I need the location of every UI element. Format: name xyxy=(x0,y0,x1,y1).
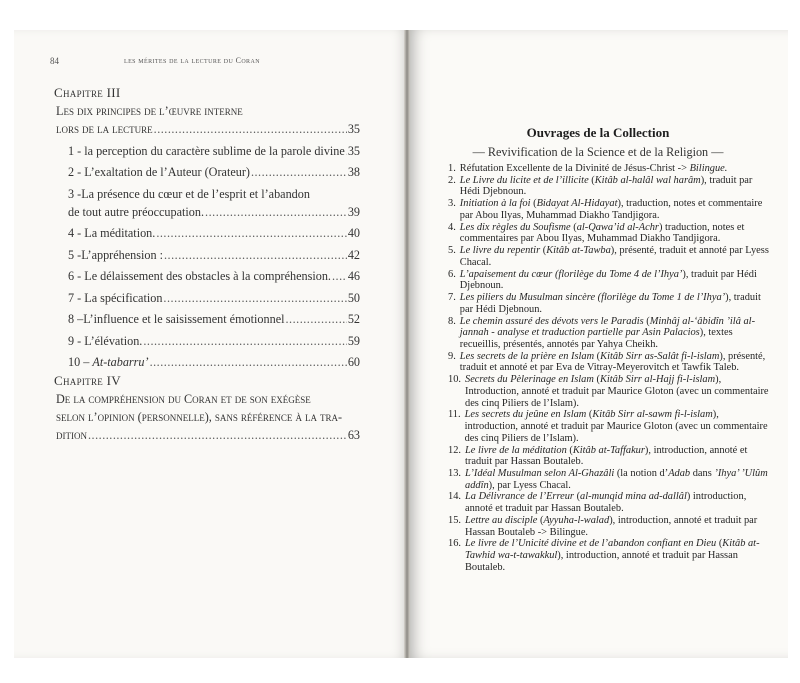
toc-entry-label: 4 - La méditation. xyxy=(68,226,156,240)
list-item-plain: ) introduction, annoté et traduit par Hassan Boutaleb. xyxy=(465,491,747,515)
toc-entry xyxy=(68,246,360,264)
list-item-italic: Kitâb Sirr as-Salât fi-l-islam xyxy=(600,350,720,362)
toc-entry-page: 40 xyxy=(347,226,360,240)
running-head: les mérites de la lecture du Coran xyxy=(124,56,260,65)
leader-dots xyxy=(164,246,347,264)
toc-entry-page: 60 xyxy=(347,355,360,369)
list-item-text xyxy=(465,409,773,444)
toc-entry-page: 52 xyxy=(347,312,360,326)
list-item-number: 9. xyxy=(448,350,456,362)
list-item-italic: Les dix règles du Soufisme xyxy=(459,221,571,233)
chapter-4-heading-line2: selon l’opinion (personnelle), sans référence à la tra- xyxy=(56,410,343,424)
list-item-number: 14. xyxy=(448,491,461,503)
list-item-plain: ), traduction, notes et commentaire par Abou Ilyas, Muhammad Diakho Tandjigora. xyxy=(459,198,763,221)
chapter-3-title: Chapitre III xyxy=(54,85,121,100)
list-item-plain: ( xyxy=(537,514,544,526)
chapter-4-heading-line3: dition xyxy=(56,428,87,442)
list-item xyxy=(448,198,773,221)
leader-dots xyxy=(154,120,347,138)
list-item xyxy=(448,163,773,175)
toc-entry xyxy=(68,289,360,307)
list-item xyxy=(448,222,773,245)
list-item-italic: Initiation à la foi xyxy=(459,198,531,210)
list-item xyxy=(448,445,773,468)
toc-entry-label xyxy=(68,353,149,371)
list-item-plain: ), traduit par Hédi Djebnoun. xyxy=(459,292,761,315)
list-item-plain: ), Introduction, annoté et traduit par Maurice Gloton (avec un commentaire des cinq Piliers de l’Islam). xyxy=(465,374,769,409)
list-item-number: 8. xyxy=(448,315,456,327)
list-item-number: 13. xyxy=(448,468,461,479)
list-item-plain: ( xyxy=(586,409,593,421)
toc-entry xyxy=(68,163,360,181)
chapter-3-heading-line2: lors de la lecture xyxy=(56,122,153,136)
toc-entry-label: 8 –L’influence et le saisissement émotionnel xyxy=(68,312,285,326)
collection-title: Ouvrages de la Collection xyxy=(526,125,670,140)
list-item-italic: Lettre au disciple xyxy=(465,514,538,526)
toc-entry-label: 5 -L’appréhension : xyxy=(68,247,163,262)
list-item-text xyxy=(460,269,773,292)
list-item-italic: Kitâb Sirr al-Hajj fi-l-islam xyxy=(599,374,716,386)
leader-dots xyxy=(332,267,347,285)
toc-entry-page: 38 xyxy=(347,165,360,179)
toc-entry-label: 6 - Le délaissement des obstacles à la compréhension. xyxy=(68,269,331,283)
toc-entry-label: 3 -La présence du cœur et de l’esprit et l’abandon xyxy=(68,186,310,201)
list-item-text xyxy=(465,515,773,538)
list-item-text xyxy=(460,198,773,221)
list-item xyxy=(448,409,773,444)
leader-dots xyxy=(163,289,346,307)
list-item-plain: ), par Lyess Chacal. xyxy=(488,479,571,491)
list-item-text xyxy=(460,316,773,351)
list-item-text xyxy=(460,222,773,245)
list-item-number: 6. xyxy=(448,268,456,280)
list-item-plain: dans xyxy=(690,468,715,479)
chapter-3-page: 35 xyxy=(347,122,360,136)
chapter-3-heading: Les dix principes de l’œuvre interne xyxy=(56,104,243,118)
list-item-italic: Ayyuha-l-walad xyxy=(543,514,610,526)
toc-entry-label: 9 - L’élévation. xyxy=(68,333,143,348)
list-item-plain: ), introduction, annoté et traduit par Hassan Boutaleb. xyxy=(465,550,738,573)
list-item-plain: (la notion d’ xyxy=(614,468,669,479)
list-item-number: 5. xyxy=(448,245,456,257)
list-item-plain: ( xyxy=(593,374,600,386)
toc-entry-page: 46 xyxy=(347,269,360,283)
list-item-plain: ( xyxy=(540,245,547,257)
chapter-4-heading-row xyxy=(56,426,360,444)
toc-entry-page: 42 xyxy=(347,247,360,262)
list-item-plain: ), présenté, traduit et annoté et par Eva de Vitray-Meyerovitch et Tawfik Taleb. xyxy=(459,350,766,374)
list-item-number: 4. xyxy=(448,221,456,233)
toc-entry xyxy=(68,310,360,328)
list-item-number: 10. xyxy=(448,374,461,386)
leader-dots xyxy=(286,310,347,328)
list-item-italic: Kitâb Sirr al-sawm fi-l-islam xyxy=(592,409,713,421)
list-item-italic: Le livre de la méditation xyxy=(465,444,567,456)
list-item xyxy=(448,316,773,351)
table-of-contents xyxy=(54,84,360,444)
list-item-plain: ) traduction, notes et commentaires par Abou Ilyas, Muhammad Diakho Tandjigora. xyxy=(459,221,745,245)
list-item-plain: ( xyxy=(573,491,581,503)
toc-entry-label: 2 - L’exaltation de l’Auteur (Orateur) xyxy=(68,165,250,179)
list-item-italic: L’Idéal Musulman selon Al-Ghazâli xyxy=(465,468,615,479)
toc-entry xyxy=(68,332,360,350)
list-item-number: 15. xyxy=(448,514,461,526)
toc-entry-label: 1 - la perception du caractère sublime de la parole divine xyxy=(68,143,345,158)
list-item-number: 12. xyxy=(448,444,461,456)
list-item-text xyxy=(465,491,773,514)
collection-subtitle: — Revivification de la Science et de la Religion — xyxy=(472,145,724,159)
list-item xyxy=(448,374,773,409)
list-item-plain: ), introduction, annoté et traduit par Hassan Boutaleb. xyxy=(465,444,748,468)
list-item-plain: ( xyxy=(588,174,595,186)
list-item-number: 3. xyxy=(448,198,456,210)
toc-entry-page: 35 xyxy=(347,143,360,158)
list-item-italic: Bidayat Al-Hidayat xyxy=(536,198,618,210)
list-item-plain: ( xyxy=(716,538,723,550)
leader-dots xyxy=(88,426,347,444)
list-item-plain: ( xyxy=(566,444,573,456)
list-item-number: 1. xyxy=(448,163,456,174)
list-item-italic: Les secrets du jeûne en Islam xyxy=(464,409,587,421)
toc-entry xyxy=(68,224,360,242)
list-item xyxy=(448,175,773,198)
list-item-italic: al-Qawa’id al-Achr xyxy=(576,221,659,233)
list-item xyxy=(448,292,773,315)
works-list xyxy=(448,163,773,574)
chapter-4-page: 63 xyxy=(347,428,360,442)
list-item-plain: ), introduction, annoté et traduit par Maurice Gloton (avec un commentaire des cinq Piliers de l’Islam). xyxy=(464,409,768,444)
list-item-text xyxy=(460,351,773,374)
leader-dots xyxy=(150,353,347,371)
list-item-number: 2. xyxy=(448,174,456,186)
list-item xyxy=(448,269,773,292)
leader-dots xyxy=(143,332,346,350)
toc-entry-number: 10 – xyxy=(68,355,90,369)
list-item-italic: Le Livre du licite et de l’illicite xyxy=(459,174,589,186)
list-item-italic: al-munqid mina ad-dallâl xyxy=(580,491,687,503)
list-item-text xyxy=(460,175,773,198)
list-item-plain: ), traduit par Hédi Djebnoun. xyxy=(459,174,753,198)
list-item-text xyxy=(465,374,773,409)
list-item-text xyxy=(460,245,773,268)
list-item-text xyxy=(465,445,773,468)
list-item xyxy=(448,538,773,573)
list-item-italic: Les piliers du Musulman sincère (florilège du Tome 1 de l’Ihya’ xyxy=(459,292,726,304)
leader-dots xyxy=(251,163,347,181)
list-item-italic: Le chemin assuré des dévots vers le Paradis xyxy=(459,315,644,327)
chapter-4-heading-line1: De la compréhension du Coran et de son exégèse xyxy=(56,392,311,406)
list-item-number: 7. xyxy=(448,292,456,304)
list-item-italic: Le livre de l’Unicité divine et de l’abandon confiant en Dieu xyxy=(465,538,717,550)
chapter-4-title: Chapitre IV xyxy=(54,373,121,388)
toc-entry xyxy=(68,142,360,160)
toc-entry xyxy=(68,267,360,285)
list-item-plain: Réfutation Excellente de la Divinité de Jésus-Christ -> xyxy=(459,163,690,174)
toc-entry-page: 39 xyxy=(347,204,360,219)
list-item-italic: L’apaisement du cœur (florilège du Tome 4 de l’Ihya’ xyxy=(459,268,683,280)
list-item xyxy=(448,491,773,514)
list-item-text xyxy=(460,163,773,175)
list-item-plain: ), introduction, annoté et traduit par Hassan Boutaleb -> Bilingue. xyxy=(465,514,758,538)
list-item-italic: Le livre du repentir xyxy=(459,245,541,257)
list-item xyxy=(448,515,773,538)
list-item-text xyxy=(465,468,773,491)
list-item xyxy=(448,351,773,374)
list-item-italic: La Délivrance de l’Erreur xyxy=(465,491,574,503)
list-item-italic: Secrets du Pèlerinage en Islam xyxy=(465,374,594,386)
toc-entry-italic: At-tabarru’ xyxy=(92,355,149,369)
list-item-italic: Adab xyxy=(668,468,691,479)
list-item-plain: ( xyxy=(643,315,650,327)
toc-entry-page: 50 xyxy=(347,290,360,305)
list-item-plain: ), présenté, traduit et annoté par Lyess Chacal. xyxy=(459,245,769,268)
list-item-plain: ), textes recueillis, présentés, annotés par Yahya Cheikh. xyxy=(459,327,733,350)
toc-entry xyxy=(68,203,360,221)
list-item-italic: Kitâb at-Tawba xyxy=(546,245,611,257)
list-item-italic: Bilingue. xyxy=(689,163,728,174)
toc-entry-label: 7 - La spécification xyxy=(68,290,163,305)
list-item-text xyxy=(460,292,773,315)
list-item-plain: ( xyxy=(530,198,537,210)
list-item-italic: Kitâb al-halâl wal harâm xyxy=(594,174,701,186)
list-item xyxy=(448,245,773,268)
list-item xyxy=(448,468,773,491)
leader-dots xyxy=(346,142,347,160)
toc-entry xyxy=(68,353,360,371)
list-item-italic: Les secrets de la prière en Islam xyxy=(459,350,595,362)
toc-entry-page: 59 xyxy=(347,333,360,348)
leader-dots xyxy=(156,224,346,242)
list-item-italic: Kitâb at-Taffakur xyxy=(572,444,645,456)
list-item-plain: ), traduit par Hédi Djebnoun. xyxy=(459,268,757,292)
list-item-plain: ( xyxy=(594,350,601,362)
leader-dots xyxy=(205,203,347,221)
list-item-italic: ’Ihya’ ’Ulûm addîn xyxy=(465,468,768,491)
list-item-italic: Minhâj al-‘âbidîn ’ilâ al-jannah - analyse et traduction partielle par Asin Palacios xyxy=(459,315,756,339)
chapter-3-heading-row xyxy=(56,120,360,138)
list-item-plain: ( xyxy=(570,221,577,233)
list-item-number: 11. xyxy=(448,409,461,421)
list-item-italic: Kitâb at-Tawhid wa-t-tawakkul xyxy=(465,538,760,562)
toc-entry-label-cont: de tout autre préoccupation. xyxy=(68,204,205,219)
list-item-text xyxy=(465,538,773,573)
page-number: 84 xyxy=(50,56,59,66)
list-item-number: 16. xyxy=(448,538,461,550)
